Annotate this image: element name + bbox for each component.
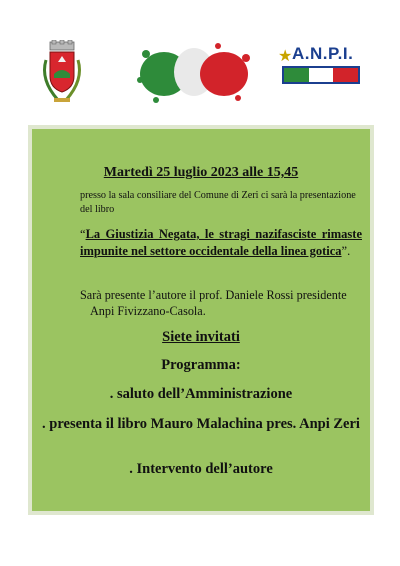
book-title: La Giustizia Negata, le stragi nazifasciste rimaste impunite nel settore occidentale della linea gotica [80,227,362,258]
event-intro: presso la sala consiliare del Comune di Zeri ci sarà la presentazione del libro [80,190,356,215]
program-item: . Intervento dell’autore [129,461,273,477]
announcement-panel [28,125,374,515]
invited-heading: Siete invitati [162,329,240,345]
comune-coat-of-arms-icon [36,40,88,110]
anpi-tricolor-band [282,66,360,84]
program-item: . saluto dell’Amministrazione [109,386,293,402]
anpi-logo [278,46,364,86]
event-date: Martedì 25 luglio 2023 alle 15,45 [103,165,299,180]
italian-flag-splash-icon [134,40,254,106]
program-heading: Programma: [161,357,241,373]
author-line-2: Anpi Fivizzano-Casola. [90,304,206,318]
author-paragraph [80,287,362,319]
program-item: . presenta il libro Mauro Malachina pres. Anpi Zeri [42,416,360,432]
anpi-logo-text: A.N.P.I. [292,44,354,63]
star-icon: ★ [278,48,293,65]
quote-open: “ [80,227,86,241]
book-title-paragraph [80,226,362,259]
quote-close: ”. [341,243,351,258]
author-line-1: Sarà presente l’autore il prof. Daniele Rossi presidente [80,288,347,302]
